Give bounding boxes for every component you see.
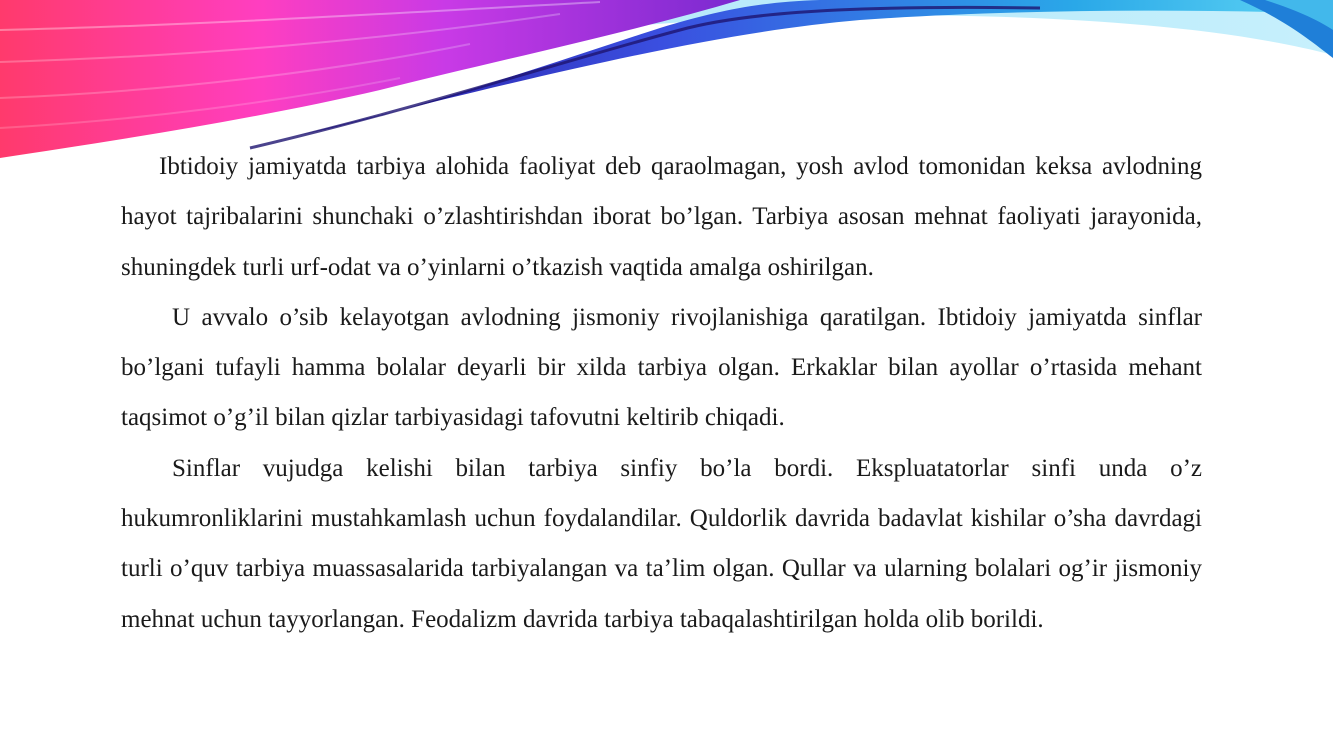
paragraph-1: Ibtidoiy jamiyatda tarbiya alohida faoliyat deb qaraolmagan, yosh avlod tomonidan keksa avlodning hayot tajribalarini shunchaki o’zlashtirishdan iborat bo’lgan. Tarbiya asosan mehnat faoliyati jarayonida, shuningdek turli urf-odat va o’yinlarni o’tkazish vaqtida amalga oshirilgan. bbox=[121, 153, 1202, 281]
paragraph-2: U avvalo o’sib kelayotgan avlodning jismoniy rivojlanishiga qaratilgan. Ibtidoiy jamiyatda sinflar bo’lgani tufayli hamma bolalar deyarli bir xilda tarbiya olgan. Erkaklar bilan ayollar o’rtasida mehant taqsimot o’g’il bilan qizlar tarbiyasidagi tafovutni keltirib chiqadi. bbox=[121, 303, 1202, 432]
paragraph-3: Sinflar vujudga kelishi bilan tarbiya sinfiy bo’la bordi. Ekspluatatorlar sinfi unda o’z hukumronliklarini mustahkamlash uchun foydalandilar. Quldorlik davrida badavlat kishilar o’sha davrdagi turli o’quv tarbiya muassasalarida tarbiyalangan va ta’lim olgan. Qullar va ularning bolalari og’ir jismoniy mehnat uchun tayyorlangan. Feodalizm davrida tarbiya tabaqalashtirilgan holda olib borildi. bbox=[121, 454, 1202, 633]
body-text bbox=[121, 142, 1202, 645]
